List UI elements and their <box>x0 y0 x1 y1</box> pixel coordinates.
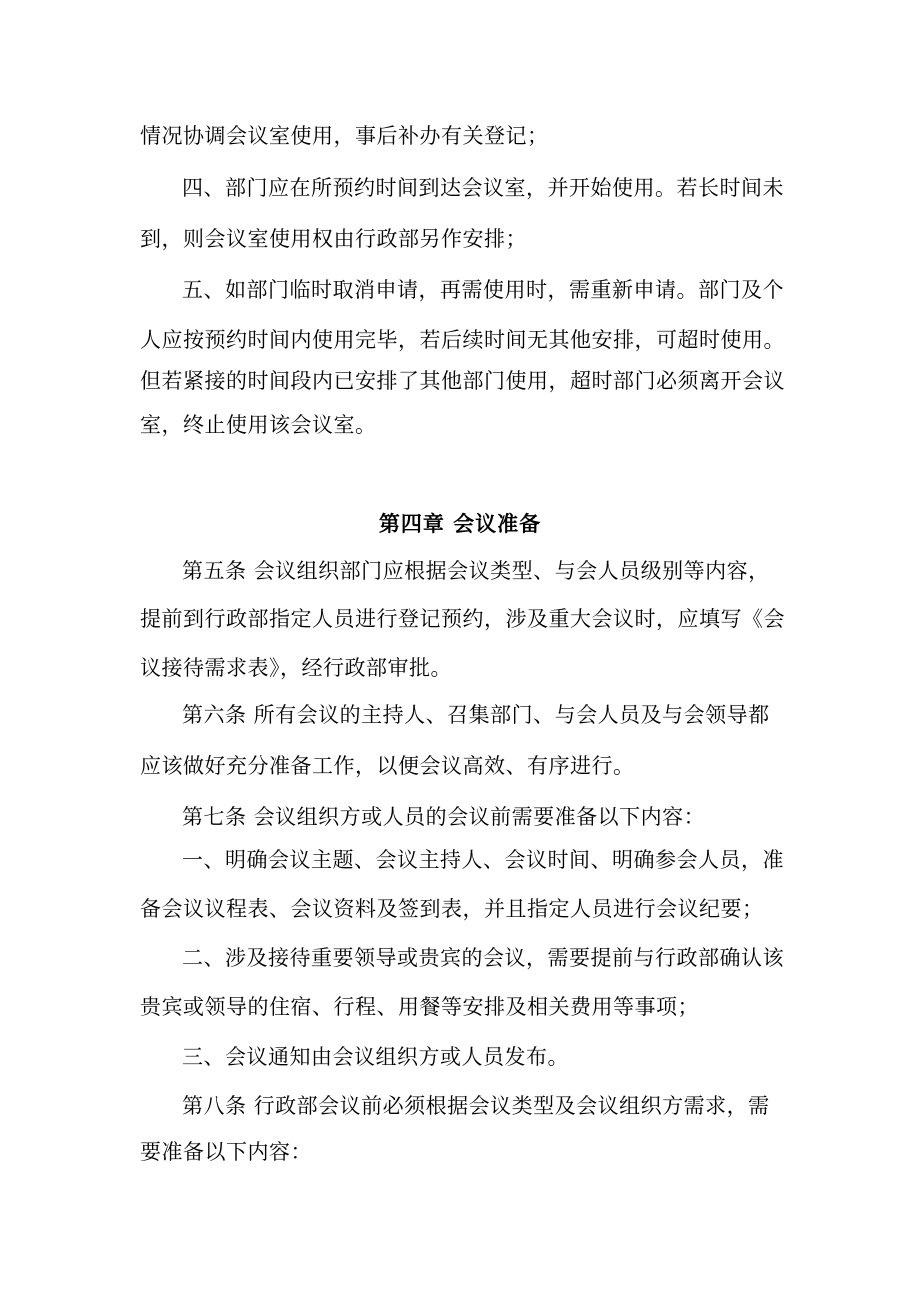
paragraph-line: 要准备以下内容： <box>140 1140 312 1164</box>
paragraph-line: 四、部门应在所预约时间到达会议室，并开始使用。若长时间未 <box>182 176 784 200</box>
paragraph-line: 一、明确会议主题、会议主持人、会议时间、明确参会人员，准 <box>182 848 784 872</box>
paragraph-line: 到，则会议室使用权由行政部另作安排； <box>140 227 527 251</box>
paragraph-line: 三、会议通知由会议组织方或人员发布。 <box>182 1045 569 1069</box>
paragraph-line: 备会议议程表、会议资料及签到表，并且指定人员进行会议纪要； <box>140 897 764 921</box>
paragraph-line: 人应按预约时间内使用完毕，若后续时间无其他安排，可超时使用。 <box>140 328 785 352</box>
paragraph-line: 情况协调会议室使用，事后补办有关登记； <box>140 124 549 148</box>
paragraph-line: 第五条 会议组织部门应根据会议类型、与会人员级别等内容， <box>182 559 770 583</box>
paragraph-line: 提前到行政部指定人员进行登记预约，涉及重大会议时，应填写《会 <box>140 607 785 631</box>
paragraph-line: 二、涉及接待重要领导或贵宾的会议，需要提前与行政部确认该 <box>182 946 784 970</box>
paragraph-line: 但若紧接的时间段内已安排了其他部门使用，超时部门必须离开会议 <box>140 369 785 393</box>
paragraph-line: 室，终止使用该会议室。 <box>140 413 377 437</box>
paragraph-line: 五、如部门临时取消申请，再需使用时，需重新申请。部门及个 <box>182 278 784 302</box>
paragraph-line: 贵宾或领导的住宿、行程、用餐等安排及相关费用等事项； <box>140 995 699 1019</box>
paragraph-line: 第七条 会议组织方或人员的会议前需要准备以下内容： <box>182 805 706 829</box>
paragraph-line: 应该做好充分准备工作，以便会议高效、有序进行。 <box>140 754 635 778</box>
paragraph-line: 第六条 所有会议的主持人、召集部门、与会人员及与会领导都 <box>182 703 770 727</box>
chapter-heading: 第四章 会议准备 <box>378 511 542 536</box>
paragraph-line: 第八条 行政部会议前必须根据会议类型及会议组织方需求，需 <box>182 1094 770 1118</box>
paragraph-line: 议接待需求表》，经行政部审批。 <box>140 656 452 680</box>
